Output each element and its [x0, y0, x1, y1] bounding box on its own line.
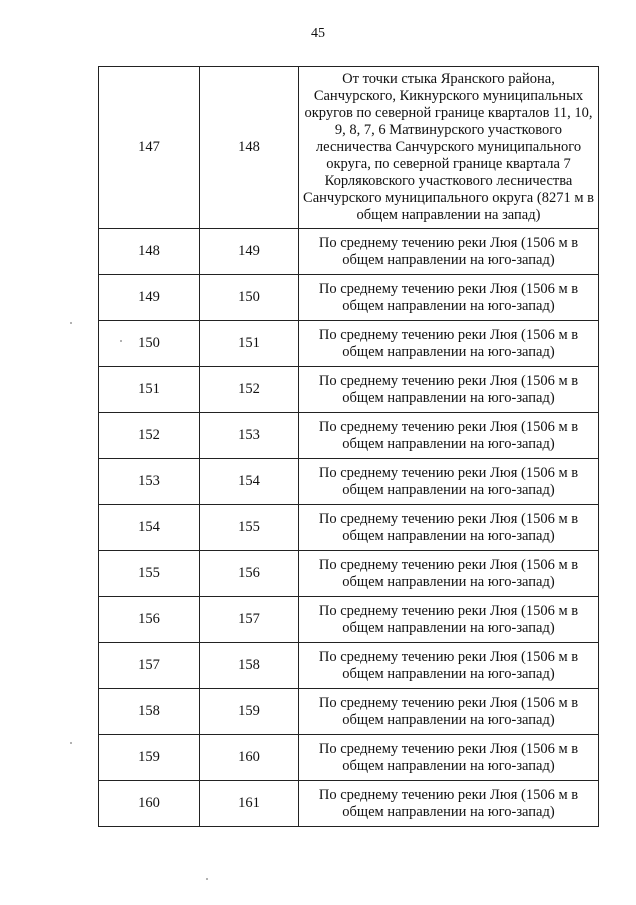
table-row — [99, 551, 599, 597]
table-row — [99, 321, 599, 367]
cell-to-point: 156 — [200, 551, 299, 597]
cell-description: От точки стыка Яранского района, Санчурского, Кикнурского муниципальных округов по северной границе кварталов 11, 10, 9, 8, 7, 6 Матвинурского участкового лесничества Санчурского муниципального округа, по северной границе квартала 7 Корляковского участкового лесничества Санчурского муниципального округа (8271 м в общем направлении на запад) — [299, 67, 599, 229]
scan-speck — [206, 878, 208, 880]
cell-description: По среднему течению реки Люя (1506 м в общем направлении на юго-запад) — [299, 367, 599, 413]
table-row — [99, 505, 599, 551]
cell-description: По среднему течению реки Люя (1506 м в общем направлении на юго-запад) — [299, 551, 599, 597]
cell-from-point: 152 — [99, 413, 200, 459]
table-row — [99, 367, 599, 413]
cell-description: По среднему течению реки Люя (1506 м в общем направлении на юго-запад) — [299, 597, 599, 643]
cell-from-point: 155 — [99, 551, 200, 597]
cell-from-point: 151 — [99, 367, 200, 413]
table-row — [99, 597, 599, 643]
page-number: 45 — [311, 26, 325, 41]
cell-to-point: 160 — [200, 735, 299, 781]
cell-to-point: 150 — [200, 275, 299, 321]
cell-to-point: 159 — [200, 689, 299, 735]
cell-description: По среднему течению реки Люя (1506 м в общем направлении на юго-запад) — [299, 735, 599, 781]
cell-description: По среднему течению реки Люя (1506 м в общем направлении на юго-запад) — [299, 505, 599, 551]
table-row — [99, 275, 599, 321]
scan-speck — [70, 742, 72, 744]
cell-to-point: 148 — [200, 67, 299, 229]
table-row — [99, 67, 599, 229]
cell-to-point: 151 — [200, 321, 299, 367]
table-row — [99, 735, 599, 781]
cell-from-point: 150 — [99, 321, 200, 367]
cell-description: По среднему течению реки Люя (1506 м в общем направлении на юго-запад) — [299, 459, 599, 505]
table-row — [99, 413, 599, 459]
scan-speck — [70, 322, 72, 324]
cell-description: По среднему течению реки Люя (1506 м в общем направлении на юго-запад) — [299, 781, 599, 827]
cell-to-point: 158 — [200, 643, 299, 689]
cell-to-point: 154 — [200, 459, 299, 505]
table-row — [99, 781, 599, 827]
boundary-table — [98, 66, 599, 827]
scan-speck — [120, 340, 122, 342]
cell-to-point: 155 — [200, 505, 299, 551]
cell-from-point: 154 — [99, 505, 200, 551]
cell-to-point: 161 — [200, 781, 299, 827]
table-row — [99, 689, 599, 735]
cell-from-point: 147 — [99, 67, 200, 229]
cell-from-point: 157 — [99, 643, 200, 689]
cell-from-point: 153 — [99, 459, 200, 505]
cell-description: По среднему течению реки Люя (1506 м в общем направлении на юго-запад) — [299, 229, 599, 275]
cell-to-point: 152 — [200, 367, 299, 413]
cell-description: По среднему течению реки Люя (1506 м в общем направлении на юго-запад) — [299, 689, 599, 735]
cell-description: По среднему течению реки Люя (1506 м в общем направлении на юго-запад) — [299, 413, 599, 459]
cell-from-point: 160 — [99, 781, 200, 827]
cell-description: По среднему течению реки Люя (1506 м в общем направлении на юго-запад) — [299, 321, 599, 367]
table-row — [99, 459, 599, 505]
cell-to-point: 157 — [200, 597, 299, 643]
cell-from-point: 158 — [99, 689, 200, 735]
cell-from-point: 159 — [99, 735, 200, 781]
table-row — [99, 229, 599, 275]
cell-description: По среднему течению реки Люя (1506 м в общем направлении на юго-запад) — [299, 275, 599, 321]
cell-from-point: 149 — [99, 275, 200, 321]
cell-from-point: 148 — [99, 229, 200, 275]
cell-from-point: 156 — [99, 597, 200, 643]
cell-description: По среднему течению реки Люя (1506 м в общем направлении на юго-запад) — [299, 643, 599, 689]
cell-to-point: 153 — [200, 413, 299, 459]
cell-to-point: 149 — [200, 229, 299, 275]
table-row — [99, 643, 599, 689]
